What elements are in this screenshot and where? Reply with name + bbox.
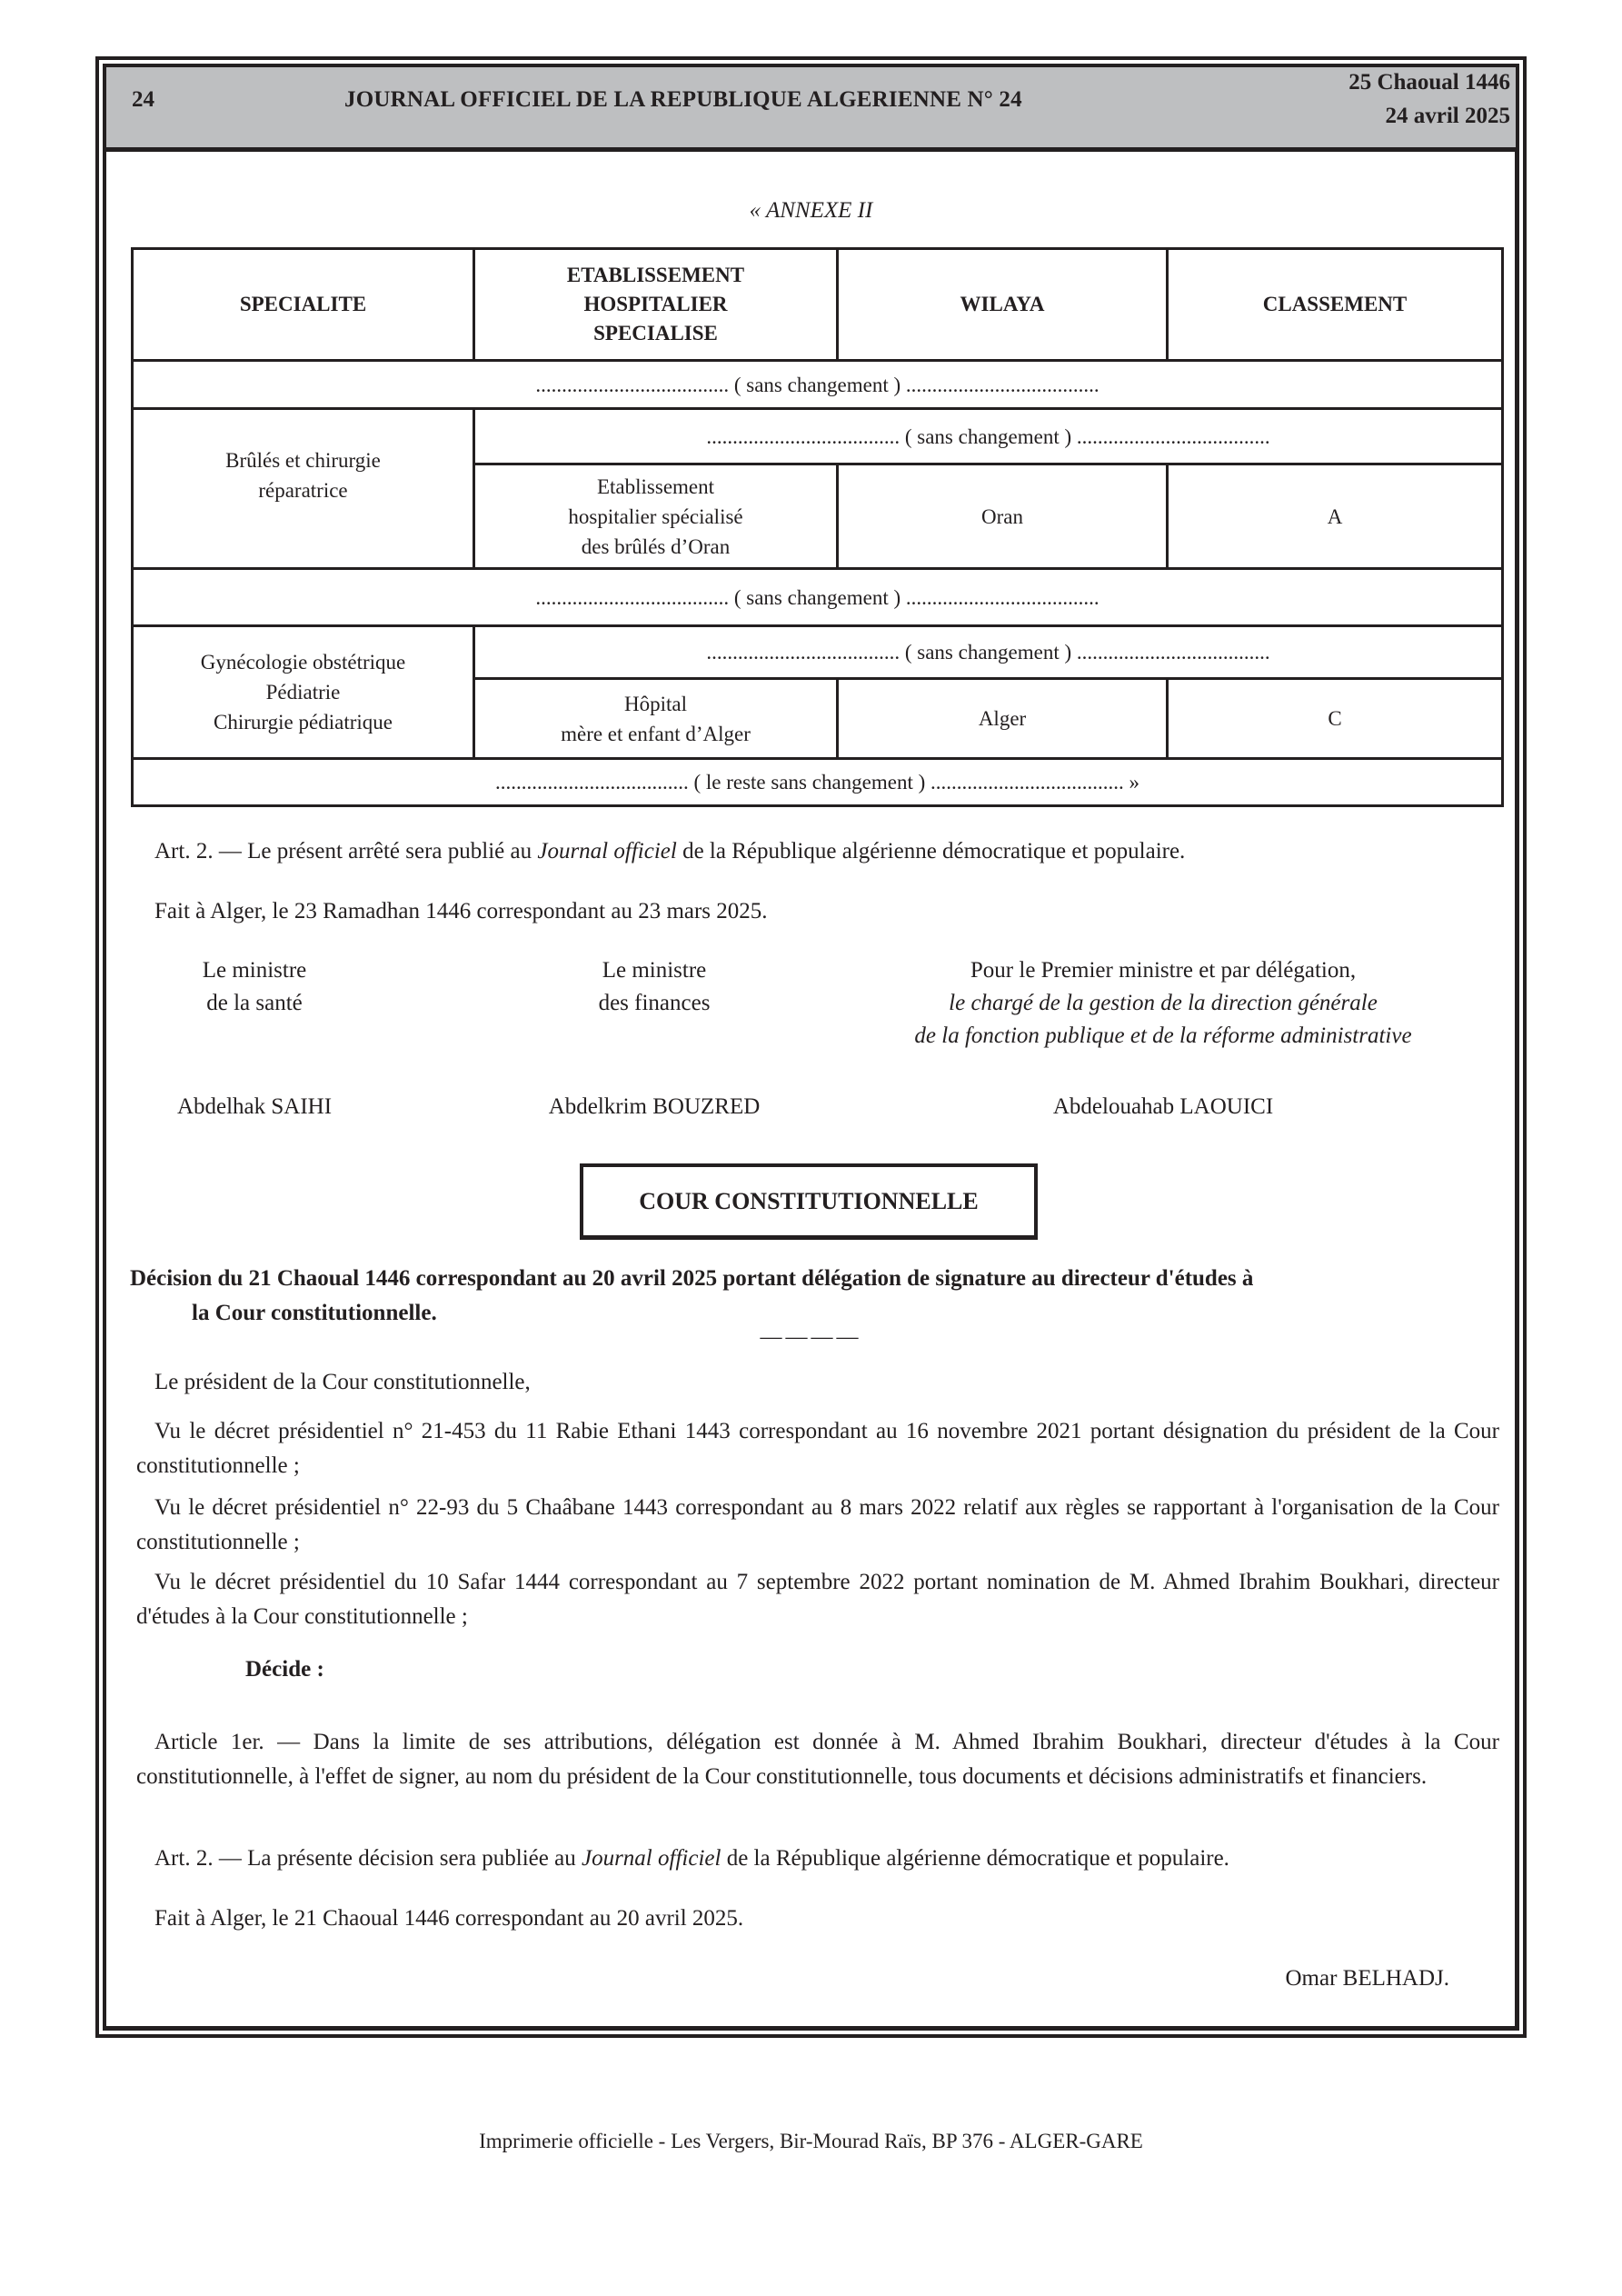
etablissement-cell: Hôpital mère et enfant d’Alger xyxy=(474,679,838,759)
preamble: Le président de la Cour constitutionnelle, xyxy=(154,1370,531,1394)
col-header-wilaya: WILAYA xyxy=(838,249,1168,361)
date-hijri: 25 Chaoual 1446 xyxy=(1348,70,1510,95)
visa: Vu le décret présidentiel du 10 Safar 1444 correspondant au 7 septembre 2022 portant nomination de M. Ahmed Ibrahim Boukhari, directeur d'études à la Cour constitutionnelle ; xyxy=(136,1570,1499,1629)
signatory-premier-ministre: Pour le Premier ministre et par délégation, le chargé de la gestion de la direction générale de la fonction publique et de la réforme administrative xyxy=(914,958,1412,1048)
signatory-name: Abdelhak SAIHI xyxy=(176,1094,333,1119)
arrete-article-2: Art. 2. — Le présent arrêté sera publié au Journal officiel de la République algérienne démocratique et populaire. xyxy=(154,839,1186,863)
visa: Vu le décret présidentiel n° 21-453 du 11 Rabie Ethani 1443 correspondant au 16 novembre 2021 portant désignation du président de la Cour constitutionnelle ; xyxy=(136,1419,1499,1478)
specialite-cell: Gynécologie obstétrique Pédiatrie Chirurgie pédiatrique xyxy=(133,626,474,759)
decision-signatory: Omar BELHADJ. xyxy=(1285,1966,1449,1991)
table-row-unchanged xyxy=(133,569,1503,626)
classement-cell: C xyxy=(1168,679,1503,759)
wilaya-cell: Alger xyxy=(838,679,1168,759)
signatory-name: Abdelouahab LAOUICI xyxy=(1052,1094,1274,1119)
unchanged-cell: ..................................... ( sans changement ) ..................................... xyxy=(474,409,1503,464)
arrete-fait-a: Fait à Alger, le 23 Ramadhan 1446 correspondant au 23 mars 2025. xyxy=(154,899,768,923)
wilaya-cell: Oran xyxy=(838,464,1168,569)
rest-unchanged-cell: ..................................... ( le reste sans changement ) ..................................... » xyxy=(133,759,1503,806)
visa: Vu le décret présidentiel n° 22-93 du 5 Chaâbane 1443 correspondant au 8 mars 2022 relatif aux règles se rapportant à l'organisation de la Cour constitutionnelle ; xyxy=(136,1495,1499,1554)
table-row xyxy=(133,626,1503,679)
signatory-name: Abdelkrim BOUZRED xyxy=(548,1094,761,1119)
decide-heading: Décide : xyxy=(245,1657,324,1682)
unchanged-cell: ..................................... ( sans changement ) ..................................... xyxy=(474,626,1503,679)
col-header-classement: CLASSEMENT xyxy=(1168,249,1503,361)
page-number: 24 xyxy=(132,87,154,112)
signatory-finances: Le ministre des finances xyxy=(598,958,711,1015)
date-gregorian: 24 avril 2025 xyxy=(1385,104,1510,128)
journal-title: JOURNAL OFFICIEL DE LA REPUBLIQUE ALGERIENNE N° 24 xyxy=(344,87,1022,112)
table-row-unchanged xyxy=(133,361,1503,409)
issue-date xyxy=(1348,65,1510,133)
col-header-specialite: SPECIALITE xyxy=(133,249,474,361)
table-row xyxy=(133,409,1503,464)
decision-article-2: Art. 2. — La présente décision sera publiée au Journal officiel de la République algérienne démocratique et populaire. xyxy=(154,1846,1229,1871)
specialite-cell: Brûlés et chirurgie réparatrice xyxy=(133,409,474,569)
unchanged-cell: ..................................... ( sans changement ) ..................................... xyxy=(133,361,1503,409)
etablissement-cell: Etablissement hospitalier spécialisé des brûlés d’Oran xyxy=(474,464,838,569)
journal-officiel-italic: Journal officiel xyxy=(537,839,677,863)
section-heading: COUR CONSTITUTIONNELLE xyxy=(639,1187,979,1214)
annexe-title: « ANNEXE II xyxy=(749,198,873,223)
journal-officiel-italic: Journal officiel xyxy=(581,1846,721,1871)
col-header-etablissement: ETABLISSEMENT HOSPITALIER SPECIALISE xyxy=(474,249,838,361)
table-row-rest-unchanged xyxy=(133,759,1503,806)
unchanged-cell: ..................................... ( sans changement ) ..................................... xyxy=(133,569,1503,626)
separator: ———— xyxy=(760,1325,862,1349)
section-heading-box xyxy=(580,1163,1038,1240)
decision-title: Décision du 21 Chaoual 1446 correspondant au 20 avril 2025 portant délégation de signature au directeur d'études à la Cour constitutionnelle. xyxy=(130,1266,1254,1325)
classement-cell: A xyxy=(1168,464,1503,569)
printer-imprint: Imprimerie officielle - Les Vergers, Bir-Mourad Raïs, BP 376 - ALGER-GARE xyxy=(479,2130,1143,2152)
journal-header xyxy=(106,67,1516,152)
decision-fait-a: Fait à Alger, le 21 Chaoual 1446 correspondant au 20 avril 2025. xyxy=(154,1906,744,1931)
annexe-table xyxy=(131,247,1504,807)
table-header-row xyxy=(133,249,1503,361)
decision-article-1: Article 1er. — Dans la limite de ses attributions, délégation est donnée à M. Ahmed Ibrahim Boukhari, directeur d'études à la Cour constitutionnelle, à l'effet de signer, au nom du président de la Cour constitutionnelle, tous documents et décisions administratifs et financiers. xyxy=(136,1730,1499,1789)
signatory-sante: Le ministre de la santé xyxy=(202,958,307,1015)
